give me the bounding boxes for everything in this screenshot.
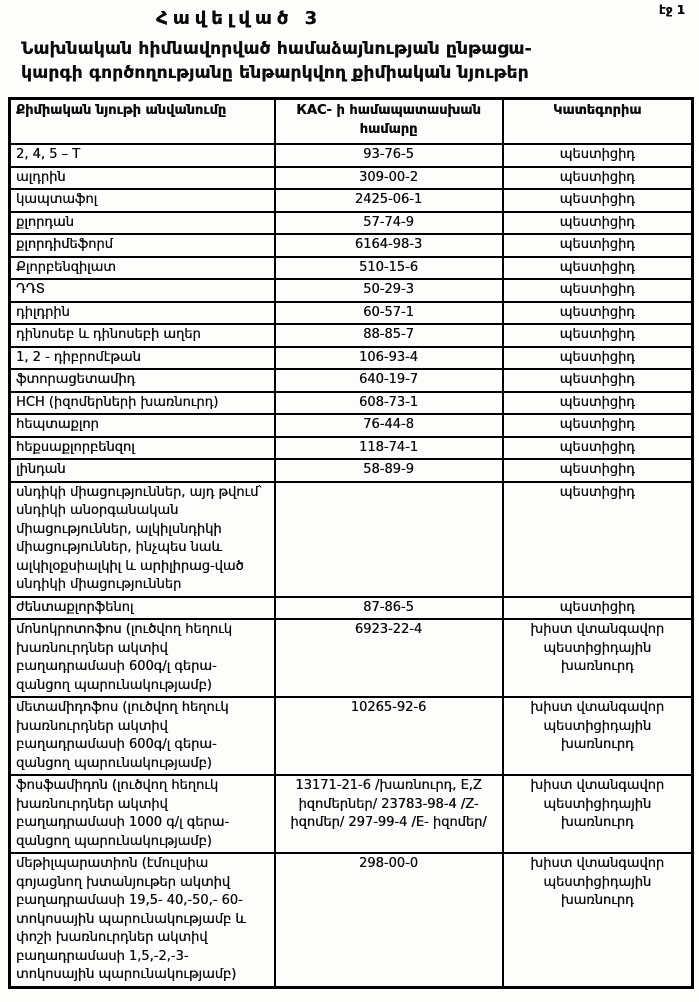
category-cell: պեստիցիդ xyxy=(503,234,693,257)
chemical-name-cell: ալդրին xyxy=(10,167,275,190)
table-row xyxy=(10,234,693,257)
table-row xyxy=(10,697,693,775)
cas-number-cell: 298-00-0 xyxy=(275,853,503,987)
table-row xyxy=(10,347,693,370)
cas-number-cell: 87-86-5 xyxy=(275,597,503,620)
chemical-name-cell: լինդան xyxy=(10,459,275,482)
table-row xyxy=(10,189,693,212)
chemical-name-cell: քլորդիմեֆորմ xyxy=(10,234,275,257)
cas-number-cell: 6164-98-3 xyxy=(275,234,503,257)
category-cell: պեստիցիդ xyxy=(503,257,693,280)
chemical-name-cell: ֆոսֆամիդոն (լուծվող հեղուկ խառնուրդներ ակտիվ բաղադրամասի 1000 գ/լ գերա-զանցող պարունակությամբ) xyxy=(10,775,275,853)
cas-number-cell: 76-44-8 xyxy=(275,414,503,437)
table-row xyxy=(10,279,693,302)
chemical-name-cell: դինոսեբ և դինոսեբի աղեր xyxy=(10,324,275,347)
table-body xyxy=(10,144,693,987)
category-cell: պեստիցիդ xyxy=(503,414,693,437)
cas-number-cell: 57-74-9 xyxy=(275,212,503,235)
table-row xyxy=(10,392,693,415)
chemical-name-cell: հեպտաքլոր xyxy=(10,414,275,437)
category-cell: պեստիցիդ xyxy=(503,597,693,620)
table-header-row xyxy=(10,99,693,145)
cas-number-cell: 50-29-3 xyxy=(275,279,503,302)
page-title: Հավելված 3 xyxy=(155,8,323,29)
chemical-name-cell: ժենտաքլորֆենոլ xyxy=(10,597,275,620)
chemical-name-cell: մետամիդոֆոս (լուծվող հեղուկ խառնուրդներ ակտիվ բաղադրամասի 600գ/լ գերա-զանցող պարունակությամբ) xyxy=(10,697,275,775)
category-cell: պեստիցիդ xyxy=(503,392,693,415)
category-cell: պեստիցիդ xyxy=(503,482,693,597)
document-subtitle xyxy=(21,37,641,85)
cas-number-cell: 88-85-7 xyxy=(275,324,503,347)
chemicals-table xyxy=(8,97,694,989)
table-row xyxy=(10,167,693,190)
category-cell: պեստիցիդ xyxy=(503,189,693,212)
chemical-name-cell: ԴԴՏ xyxy=(10,279,275,302)
cas-number-cell: 58-89-9 xyxy=(275,459,503,482)
cas-number-cell: 60-57-1 xyxy=(275,302,503,325)
category-cell: խիստ վտանգավոր պեստիցիդային խառնուրդ xyxy=(503,619,693,697)
category-cell: պեստիցիդ xyxy=(503,167,693,190)
chemical-name-cell: մեթիլպարատիոն (էմուլսիա գոյացնող խտանյութեր ակտիվ բաղադրամասի 19,5- 40,-50,- 60- տոկոսային պարունակությամբ և փոշի խառնուրդներ ակտիվ բաղադրամասի 1,5,-2,-3- տոկոսային պարունակությամբ) xyxy=(10,853,275,987)
cas-number-cell: 93-76-5 xyxy=(275,144,503,167)
chemical-name-cell: կապտաֆոլ xyxy=(10,189,275,212)
chemical-name-cell: HCH (իզոմերների խառնուրդ) xyxy=(10,392,275,415)
page-number-label: էջ 1 xyxy=(658,3,685,17)
cas-number-cell: 118-74-1 xyxy=(275,437,503,460)
cas-number-cell: 608-73-1 xyxy=(275,392,503,415)
category-cell: պեստիցիդ xyxy=(503,369,693,392)
chemical-name-cell: ֆտորացետամիդ xyxy=(10,369,275,392)
category-cell: պեստիցիդ xyxy=(503,302,693,325)
table-row xyxy=(10,369,693,392)
category-cell: պեստիցիդ xyxy=(503,212,693,235)
category-cell: պեստիցիդ xyxy=(503,144,693,167)
header-category: Կատեգորիա xyxy=(503,99,693,145)
category-cell: պեստիցիդ xyxy=(503,279,693,302)
chemical-name-cell: 1, 2 - դիբրոմէթան xyxy=(10,347,275,370)
cas-number-cell: 2425-06-1 xyxy=(275,189,503,212)
chemical-name-cell: դիլդրին xyxy=(10,302,275,325)
table-row xyxy=(10,324,693,347)
cas-number-cell: 510-15-6 xyxy=(275,257,503,280)
cas-number-cell: 106-93-4 xyxy=(275,347,503,370)
table-row xyxy=(10,482,693,597)
subtitle-line-1: Նախնական հիմնավորված համաձայնության ընթացա- xyxy=(21,39,532,59)
cas-number-cell: 10265-92-6 xyxy=(275,697,503,775)
cas-number-cell: 309-00-2 xyxy=(275,167,503,190)
category-cell: խիստ վտանգավոր պեստիցիդային խառնուրդ xyxy=(503,775,693,853)
category-cell: խիստ վտանգավոր պեստիցիդային խառնուրդ xyxy=(503,853,693,987)
table-row xyxy=(10,212,693,235)
table-row xyxy=(10,597,693,620)
chemical-name-cell: Քլորբենզիլատ xyxy=(10,257,275,280)
table-row xyxy=(10,437,693,460)
category-cell: պեստիցիդ xyxy=(503,324,693,347)
cas-number-cell: 6923-22-4 xyxy=(275,619,503,697)
header-cas-number: КАС- ի համապատասխան համարը xyxy=(275,99,503,145)
table-row xyxy=(10,414,693,437)
header-chemical-name: Քիմիական նյութի անվանումը xyxy=(10,99,275,145)
table-row xyxy=(10,619,693,697)
cas-number-cell: 13171-21-6 /խառնուրդ, E,Z իզոմերներ/ 23783-98-4 /Z- իզոմեր/ 297-99-4 /E- իզոմեր/ xyxy=(275,775,503,853)
cas-number-cell xyxy=(275,482,503,597)
category-cell: խիստ վտանգավոր պեստիցիդային խառնուրդ xyxy=(503,697,693,775)
category-cell: պեստիցիդ xyxy=(503,437,693,460)
category-cell: պեստիցիդ xyxy=(503,347,693,370)
table-row xyxy=(10,257,693,280)
subtitle-line-2: կարգի գործողությանը ենթարկվող քիմիական նյութեր xyxy=(21,63,529,83)
chemical-name-cell: 2, 4, 5 – T xyxy=(10,144,275,167)
table-row xyxy=(10,775,693,853)
chemical-name-cell: սնդիկի միացություններ, այդ թվում՝ սնդիկի անօրգանական միացություններ, ալկիլսնդիկի միացություններ, ինչպես նաև ալկիլօքսիալկիլ և արիլիրաց-ված սնդիկի միացություններ xyxy=(10,482,275,597)
table-row xyxy=(10,144,693,167)
chemical-name-cell: հեքսաքլորբենզոլ xyxy=(10,437,275,460)
chemical-name-cell: մոնոկրոտոֆոս (լուծվող հեղուկ խառնուրդներ ակտիվ բաղադրամասի 600գ/լ գերա-զանցող պարունակությամբ) xyxy=(10,619,275,697)
cas-number-cell: 640-19-7 xyxy=(275,369,503,392)
table-header xyxy=(10,99,693,145)
table-row xyxy=(10,853,693,987)
table-row xyxy=(10,302,693,325)
category-cell: պեստիցիդ xyxy=(503,459,693,482)
table-row xyxy=(10,459,693,482)
chemical-name-cell: քլորդան xyxy=(10,212,275,235)
